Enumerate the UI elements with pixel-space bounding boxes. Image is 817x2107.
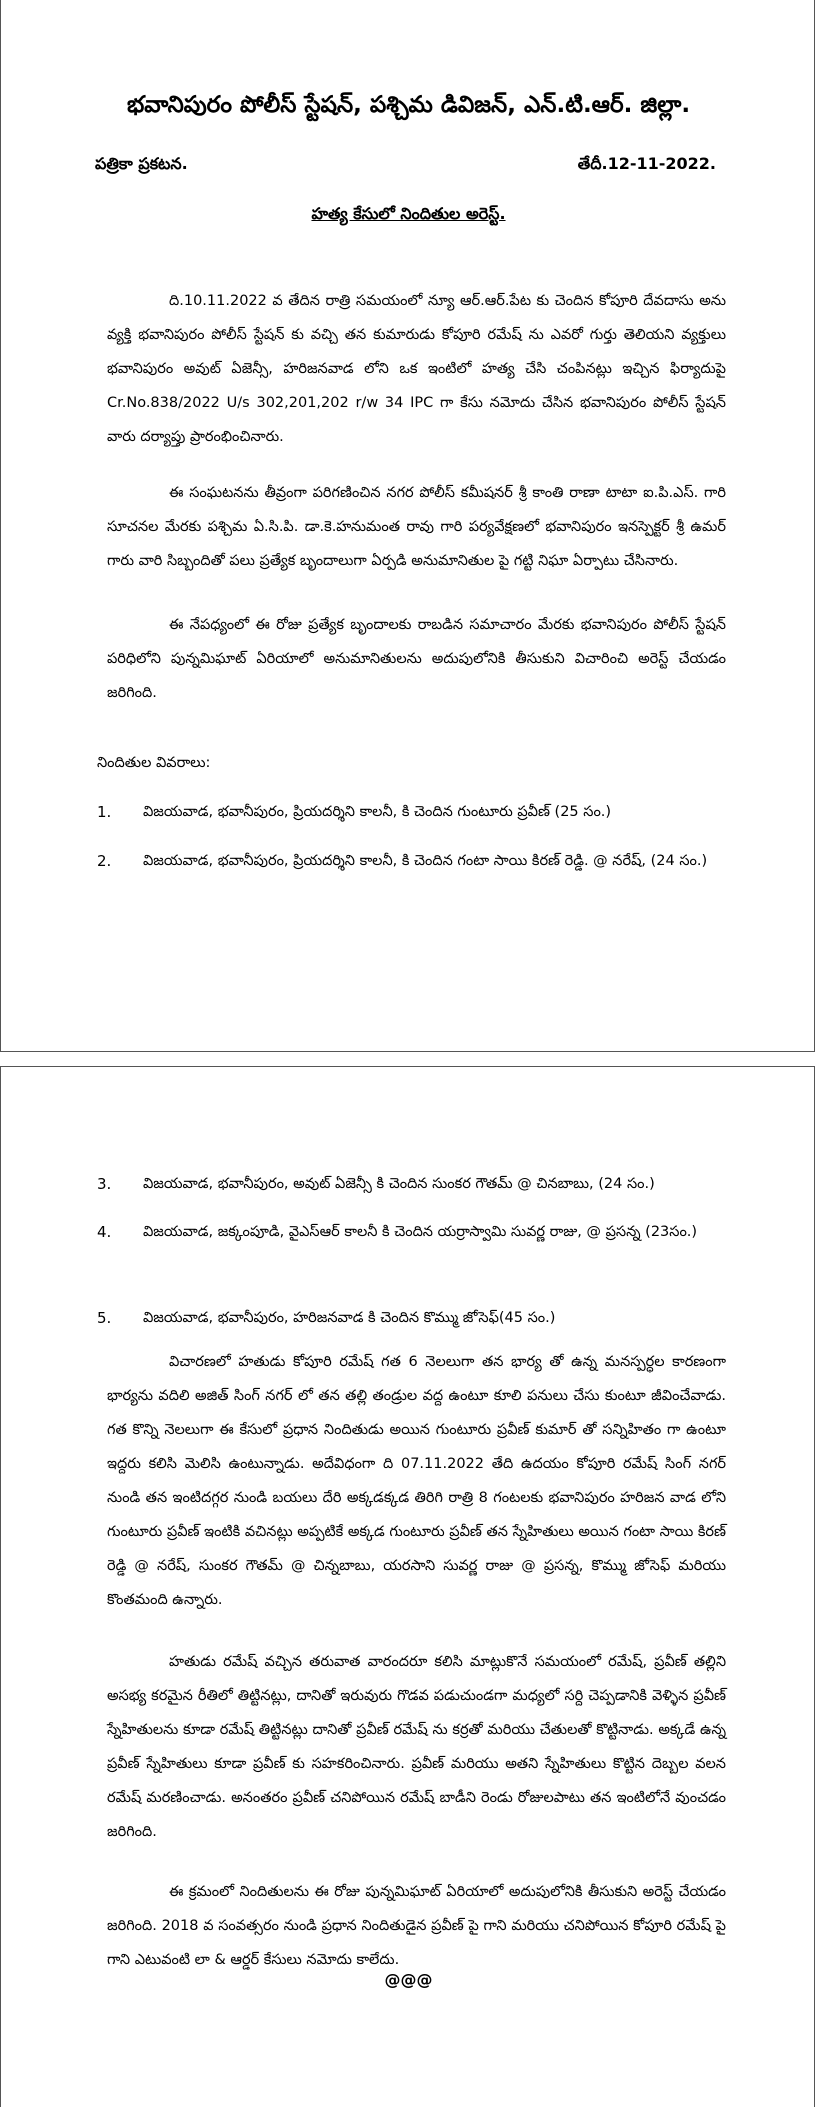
- accused-item: విజయవాడ, భవానీపురం, ప్రియదర్శిని కాలనీ, కి చెందిన గంటా సాయి కిరణ్ రెడ్డి. @ నరేష్, (24 సం.): [143, 853, 708, 869]
- paragraph-arrest: ఈ నేపధ్యంలో ఈ రోజు ప్రత్యేక బృందాలకు రాబడిన సమాచారం మేరకు భవానిపురం పోలీస్ స్టేషన్ పరిధిలోని పున్నమిఘాట్ ఏరియాలో అనుమానితులను అదుపులోనికి తీసుకుని విచారించి అరెస్ట్ చేయడం జరిగింది.: [107, 617, 726, 701]
- list-item-number: 3.: [97, 1175, 112, 1193]
- release-date: తేదీ.12-11-2022.: [577, 154, 716, 173]
- accused-item: విజయవాడ, జక్కంపూడి, వైఎస్ఆర్ కాలనీ కి చెందిన యర్రాస్వామి సువర్ణ రాజు, @ ప్రసన్న (23సం.): [143, 1224, 698, 1240]
- accused-list-label: నిందితుల వివరాలు:: [97, 755, 211, 771]
- press-release-label: పత్రికా ప్రకటన.: [95, 154, 188, 173]
- accused-item: విజయవాడ, భవానీపురం, హరిజనవాడ కి చెందిన కొమ్ము జోసెఫ్(45 సం.): [143, 1310, 556, 1326]
- accused-item: విజయవాడ, భవానీపురం, ప్రియదర్శిని కాలనీ, కి చెందిన గుంటూరు ప్రవీణ్ (25 సం.): [143, 804, 612, 820]
- subject-line: హత్య కేసులో నిందితుల అరెస్ట్.: [311, 204, 506, 223]
- list-item-number: 5.: [97, 1309, 112, 1327]
- document-heading: భవానిపురం పోలీస్ స్టేషన్, పశ్చిమ డివిజన్, ఎన్.టి.ఆర్. జిల్లా.: [126, 92, 691, 118]
- list-item-number: 4.: [97, 1223, 112, 1241]
- page-gap: [0, 1053, 817, 1066]
- paragraph-complaint: ది.10.11.2022 వ తేదిన రాత్రి సమయంలో న్యూ ఆర్.ఆర్.పేట కు చెందిన కోపూరి దేవదాసు అను వ్యక్తి భవానిపురం పోలీస్ స్టేషన్ కు వచ్చి తన కుమారుడు కోపూరి రమేష్ ను ఎవరో గుర్తు తెలియని వ్యక్తులు భవానిపురం అవుట్ ఏజెన్సీ, హరిజనవాడ లోని ఒక ఇంటిలో హత్య చేసి చంపినట్లు ఇచ్చిన ఫిర్యాదుపై Cr.No.838/2022 U/s 302,201,202 r/w 34 IPC గా కేసు నమోదు చేసిన భవానిపురం పోలీస్ స్టేషన్ వారు దర్యాప్తు ప్రారంభించినారు.: [107, 293, 726, 445]
- list-item-number: 1.: [97, 803, 112, 821]
- paragraph-investigation: ఈ సంఘటనను తీవ్రంగా పరిగణించిన నగర పోలీస్ కమీషనర్ శ్రీ కాంతి రాణా టాటా ఐ.పి.ఎస్. గారి సూచనల మేరకు పశ్చిమ ఏ.సి.పి. డా.కె.హనుమంత రావు గారి పర్యవేక్షణలో భవానిపురం ఇనస్పెక్టర్ శ్రీ ఉమర్ గారు వారి సిబ్బందితో పలు ప్రత్యేక బృందాలుగా ఏర్పడి అనుమానితుల పై గట్టి నిఘా ఏర్పాటు చేసినారు.: [107, 485, 726, 569]
- paragraph-inquiry: విచారణలో హతుడు కోపూరి రమేష్ గత 6 నెలలుగా తన భార్య తో ఉన్న మనస్పర్ధల కారణంగా భార్యను వదిలి అజిత్ సింగ్ నగర్ లో తన తల్లి తండ్రుల వద్ద ఉంటూ కూలి పనులు చేసు కుంటూ జీవించేవాడు. గత కొన్ని నెలలుగా ఈ కేసులో ప్రధాన నిందితుడు అయిన గుంటూరు ప్రవీణ్ కుమార్ తో సన్నిహితం గా ఉంటూ ఇద్దరు కలిసి మెలిసి ఉంటున్నాడు. అదేవిధంగా ది 07.11.2022 తేది ఉదయం కోపూరి రమేష్ సింగ్ నగర్ నుండి తన ఇంటిదగ్గర నుండి బయలు దేరి అక్కడక్కడ తిరిగి రాత్రి 8 గంటలకు భవానిపురం హరిజన వాడ లోని గుంటూరు ప్రవీణ్ ఇంటికి వచినట్లు అప్పటికే అక్కడ గుంటూరు ప్రవీణ్ తన స్నేహితులు అయిన గంటా సాయి కిరణ్ రెడ్డి @ నరేష్, సుంకర గౌతమ్ @ చిన్నబాబు, యరసాని సువర్ణ రాజు @ ప్రసన్న, కొమ్ము జోసెఫ్ మరియు కొంతమంది ఉన్నారు.: [107, 1354, 726, 1608]
- document-page-2: [0, 1066, 815, 2107]
- paragraph-incident: హతుడు రమేష్ వచ్చిన తరువాత వారందరూ కలిసి మాట్లుకొనే సమయంలో రమేష్, ప్రవీణ్ తల్లిని అసభ్య కరమైన రీతిలో తిట్టినట్లు, దానితో ఇరువురు గొడవ పడుచుండగా మధ్యలో సర్ది చెప్పడానికి వెళ్ళిన ప్రవీణ్ స్నేహితులను కూడా రమేష్ తిట్టినట్లు దానితో ప్రవీణ్ రమేష్ ను కర్రతో మరియు చేతులతో కొట్టినాడు. అక్కడే ఉన్న ప్రవీణ్ స్నేహితులు కూడా ప్రవీణ్ కు సహకరించినారు. ప్రవీణ్ మరియు అతని స్నేహితులు కొట్టిన దెబ్బల వలన రమేష్ మరణించాడు. అనంతరం ప్రవీణ్ చనిపోయిన రమేష్ బాడీని రెండు రోజులపాటు తన ఇంటిలోనే వుంచడం జరిగింది.: [107, 1654, 726, 1840]
- closing-mark: @@@: [384, 1970, 433, 1989]
- accused-item: విజయవాడ, భవానీపురం, అవుట్ ఏజెన్సీ కి చెందిన సుంకర గౌతమ్ @ చినబాబు, (24 సం.): [143, 1176, 655, 1192]
- list-item-number: 2.: [97, 852, 112, 870]
- document-page-1: [0, 0, 815, 1052]
- paragraph-conclusion: ఈ క్రమంలో నిందితులను ఈ రోజు పున్నమిఘాట్ ఏరియాలో అదుపులోనికి తీసుకుని అరెస్ట్ చేయడం జరిగింది. 2018 వ సంవత్సరం నుండి ప్రధాన నిందితుడైన ప్రవీణ్ పై గాని మరియు చనిపోయిన కోపూరి రమేష్ పై గాని ఎటువంటి లా & ఆర్డర్ కేసులు నమోదు కాలేదు.: [107, 1884, 726, 1968]
